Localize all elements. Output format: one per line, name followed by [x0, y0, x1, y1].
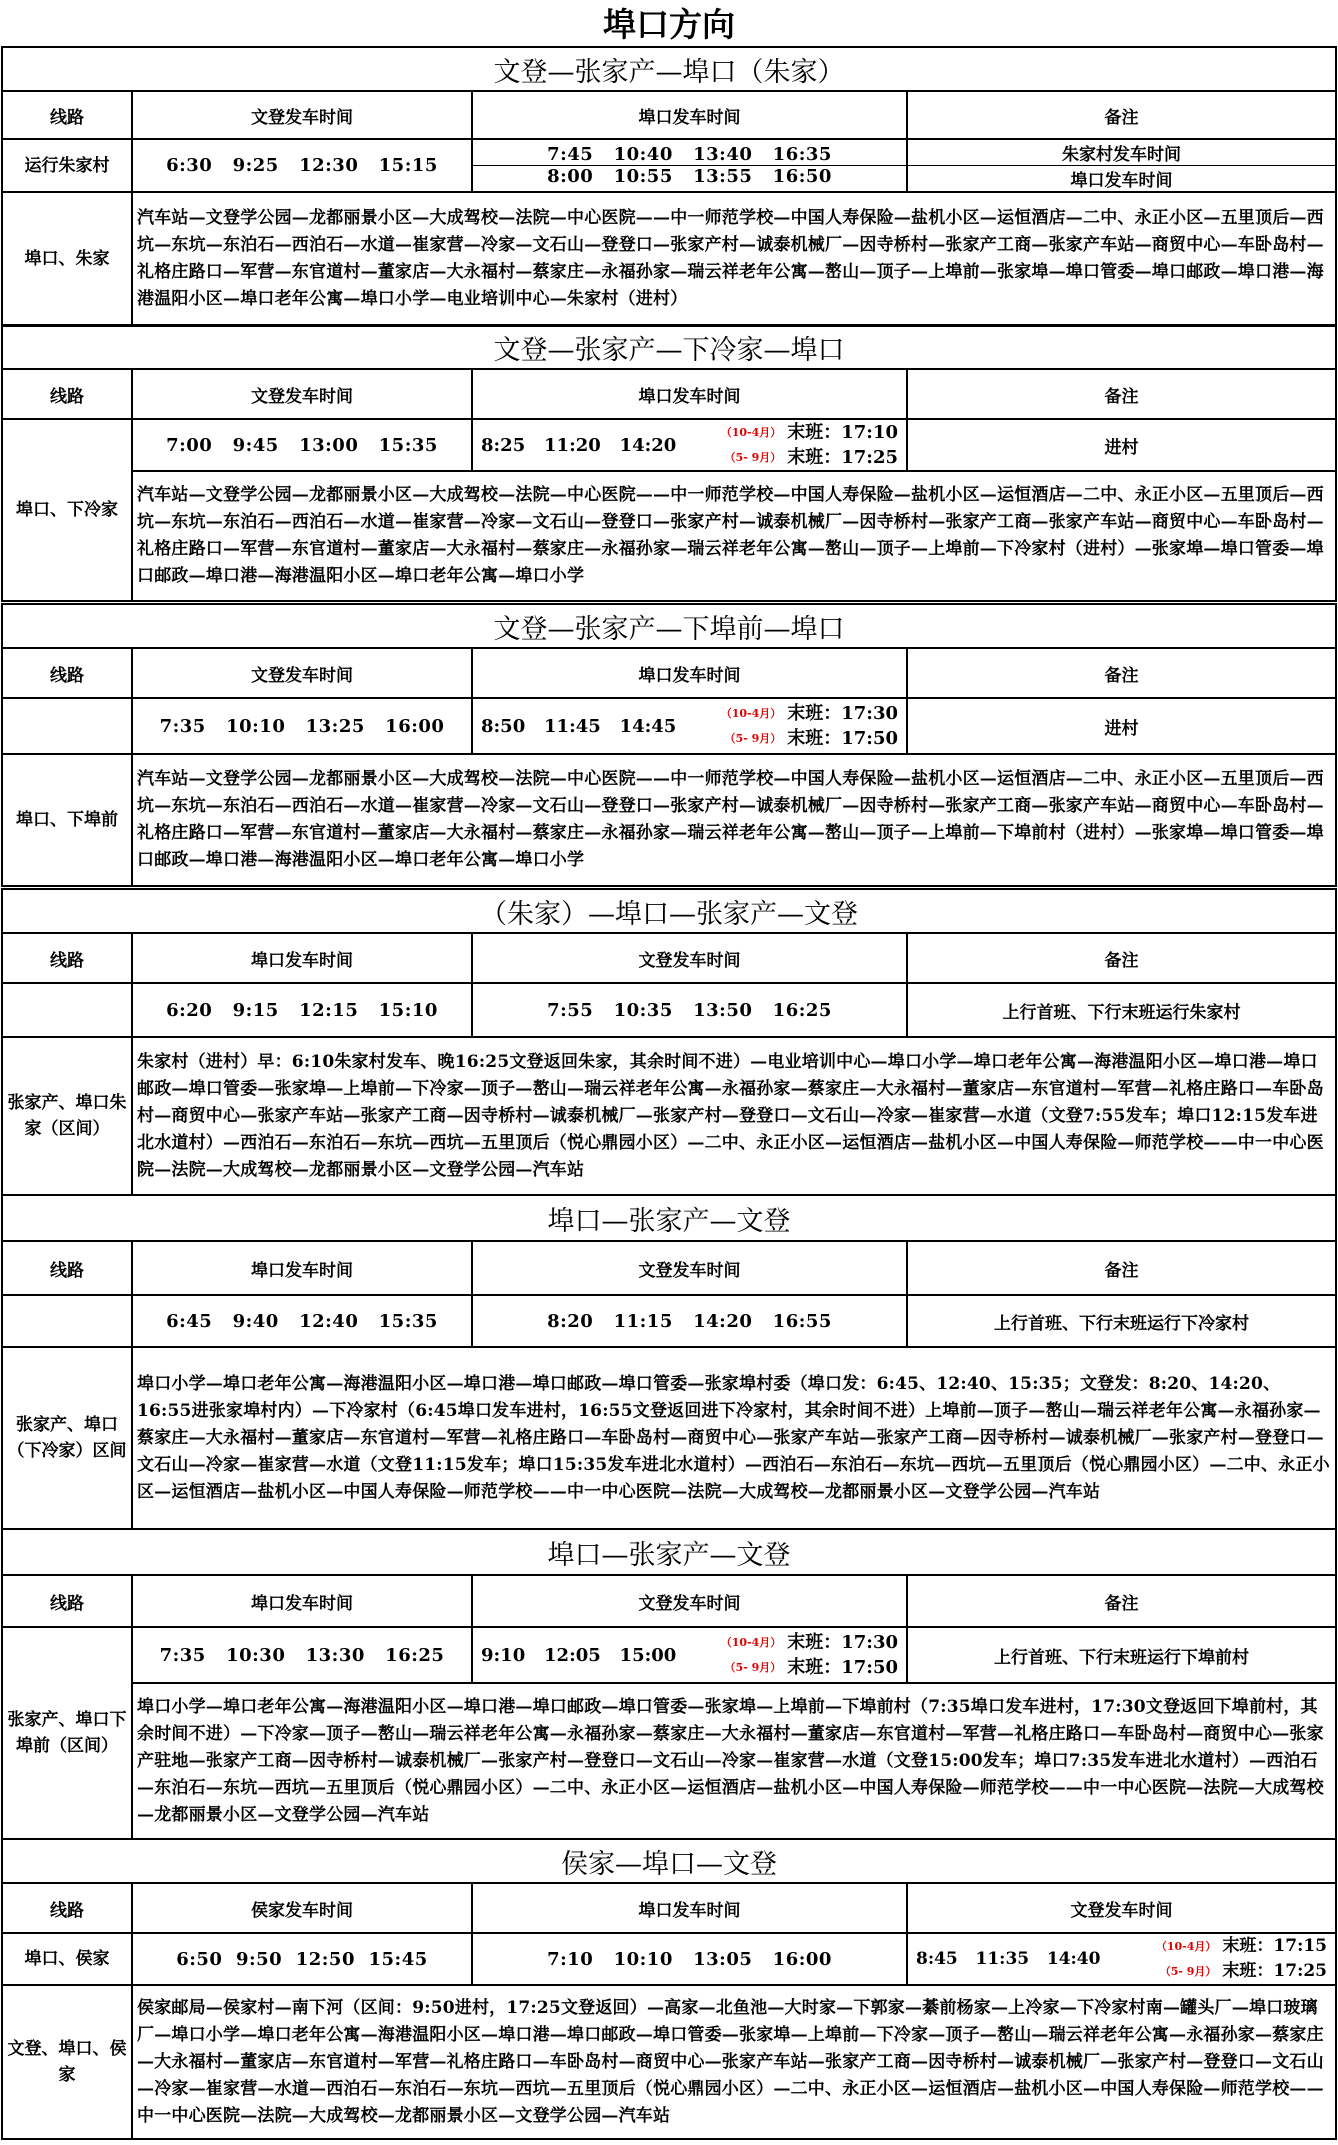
page-title: 埠口方向: [603, 5, 735, 44]
route-table-6: [1, 1528, 1337, 1840]
season-oct-apr: （10-4月）: [720, 426, 782, 439]
header-note: 备注: [907, 1241, 1336, 1295]
header-bukou-departure: 埠口发车时间: [132, 1575, 472, 1627]
empty-cell: [2, 1295, 132, 1347]
season-oct-apr: （10-4月）: [720, 1636, 782, 1649]
houjia-times: 6:50 9:50 12:50 15:45: [132, 1933, 472, 1985]
route-title: 文登—张家产—下冷家—埠口: [2, 325, 1336, 369]
header-bukou-departure: 埠口发车时间: [472, 369, 907, 419]
header-wendeng-departure: 文登发车时间: [907, 1883, 1336, 1933]
last-bus-2: 末班：17:50: [787, 728, 898, 749]
header-wendeng-departure: 文登发车时间: [472, 1241, 907, 1295]
stops-label: 文登、埠口、侯家: [2, 1985, 132, 2139]
stops-label: 张家产、埠口下埠前（区间）: [2, 1627, 132, 1839]
wendeng-times: 8:20 11:15 14:20 16:55: [472, 1295, 907, 1347]
route-table-2: [1, 324, 1337, 602]
last-bus-2: 末班：17:50: [787, 1657, 898, 1678]
season-may-sep: （5- 9月）: [724, 1661, 782, 1674]
season-may-sep: （5- 9月）: [724, 451, 782, 464]
last-bus-1: 末班：17:30: [787, 1632, 898, 1653]
route-table-1: [1, 46, 1337, 327]
season-oct-apr: （10-4月）: [1155, 1940, 1217, 1953]
route-table-3: [1, 603, 1337, 887]
header-note: 备注: [907, 933, 1336, 983]
route-title: 文登—张家产—下埠前—埠口: [2, 604, 1336, 648]
bukou-times: 7:35 10:30 13:30 16:25: [132, 1627, 472, 1683]
last-bus-1: 末班：17:10: [787, 422, 898, 443]
route-title: （朱家）—埠口—张家产—文登: [2, 889, 1336, 933]
route-table-4: [1, 888, 1337, 1196]
note: 进村: [907, 419, 1336, 471]
line-label: 埠口、侯家: [2, 1933, 132, 1985]
season-may-sep: （5- 9月）: [724, 732, 782, 745]
wendeng-times: 7:00 9:45 13:00 15:35: [132, 419, 472, 471]
stops-list: 朱家村（进村）早：6:10朱家村发车、晚16:25文登返回朱家，其余时间不进）—电业培训中心—埠口小学—埠口老年公寓—海港温阳小区—埠口港—埠口邮政—埠口管委—张家埠—上埠前—下冷家—顶子—嶅山—瑞云祥老年公寓—永福孙家—蔡家庄—大永福村—董家店—东官道村—军营—礼格庄路口—车卧岛村—商贸中心—张家产车站—张家产工商—因寺桥村—诚泰机械厂—张家产村—登登口—文石山—冷家—崔家营—水道（文登7:55发车；埠口12:15发车进北水道村）—西泊石—东泊石—东坑—西坑—五里顶后（悦心鼎园小区）—二中、永正小区—运恒酒店—盐机小区—中国人寿保险—师范学校——中一中心医院—法院—大成驾校—龙都丽景小区—文登学公园—汽车站: [132, 1037, 1336, 1195]
header-bukou-departure: 埠口发车时间: [472, 1883, 907, 1933]
header-bukou-departure: 埠口发车时间: [132, 933, 472, 983]
note-row-1: 朱家村发车时间: [1062, 145, 1181, 165]
header-line: 线路: [2, 933, 132, 983]
stops-list: 汽车站—文登学公园—龙都丽景小区—大成驾校—法院—中心医院——中一师范学校—中国人寿保险—盐机小区—运恒酒店—二中、永正小区—五里顶后—西坑—东坑—东泊石—西泊石—水道—崔家营—冷家—文石山—登登口—张家产村—诚泰机械厂—因寺桥村—张家产工商—张家产车站—商贸中心—车卧岛村—礼格庄路口—军营—东官道村—董家店—大永福村—蔡家庄—永福孙家—瑞云祥老年公寓—嶅山—顶子—上埠前—下冷家村（进村）—张家埠—埠口管委—埠口邮政—埠口港—海港温阳小区—埠口老年公寓—埠口小学: [132, 471, 1336, 601]
last-bus-1: 末班：17:15: [1222, 1936, 1327, 1956]
header-line: 线路: [2, 648, 132, 698]
header-line: 线路: [2, 1575, 132, 1627]
stops-label: 张家产、埠口朱家（区间）: [2, 1037, 132, 1195]
header-line: 线路: [2, 91, 132, 139]
route-table-7: [1, 1838, 1337, 2140]
header-bukou-departure: 埠口发车时间: [472, 91, 907, 139]
wendeng-times: 7:55 10:35 13:50 16:25: [472, 983, 907, 1037]
route-title: 埠口—张家产—文登: [2, 1529, 1336, 1575]
last-bus-1: 末班：17:30: [787, 703, 898, 724]
header-wendeng-departure: 文登发车时间: [132, 648, 472, 698]
note-row-2: 埠口发车时间: [908, 165, 1335, 191]
stops-label: 埠口、朱家: [2, 192, 132, 326]
header-wendeng-departure: 文登发车时间: [472, 933, 907, 983]
empty-cell: [2, 983, 132, 1037]
header-line: 线路: [2, 1883, 132, 1933]
header-houjia-departure: 侯家发车时间: [132, 1883, 472, 1933]
bukou-times: 6:45 9:40 12:40 15:35: [132, 1295, 472, 1347]
stops-label: 埠口、下冷家: [2, 419, 132, 601]
bukou-times: 6:20 9:15 12:15 15:10: [132, 983, 472, 1037]
stops-list: 汽车站—文登学公园—龙都丽景小区—大成驾校—法院—中心医院——中一师范学校—中国人寿保险—盐机小区—运恒酒店—二中、永正小区—五里顶后—西坑—东坑—东泊石—西泊石—水道—崔家营—冷家—文石山—登登口—张家产村—诚泰机械厂—因寺桥村—张家产工商—张家产车站—商贸中心—车卧岛村—礼格庄路口—军营—东官道村—董家店—大永福村—蔡家庄—永福孙家—瑞云祥老年公寓—嶅山—顶子—上埠前—下埠前村（进村）—张家埠—埠口管委—埠口邮政—埠口港—海港温阳小区—埠口老年公寓—埠口小学: [132, 754, 1336, 886]
header-line: 线路: [2, 1241, 132, 1295]
header-wendeng-departure: 文登发车时间: [472, 1575, 907, 1627]
empty-cell: [2, 698, 132, 754]
stops-list: 埠口小学—埠口老年公寓—海港温阳小区—埠口港—埠口邮政—埠口管委—张家埠村委（埠口发：6:45、12:40、15:35；文登发：8:20、14:20、16:55进张家埠村内）—下冷家村（6:45埠口发车进村，16:55文登返回进下冷家村，其余时间不进）上埠前—顶子—嶅山—瑞云祥老年公寓—永福孙家—蔡家庄—大永福村—董家店—东官道村—军营—礼格庄路口—车卧岛村—商贸中心—张家产车站—张家产工商—因寺桥村—诚泰机械厂—张家产村—登登口—文石山—冷家—崔家营—水道（文登11:15发车；埠口15:35发车进北水道村）—西泊石—东泊石—东坑—西坑—五里顶后（悦心鼎园小区）—二中、永正小区—运恒酒店—盐机小区—中国人寿保险—师范学校——中一中心医院—法院—大成驾校—龙都丽景小区—文登学公园—汽车站: [132, 1347, 1336, 1529]
bukou-times: 8:25 11:20 14:20: [481, 434, 677, 456]
wendeng-times: 7:35 10:10 13:25 16:00: [132, 698, 472, 754]
note: 上行首班、下行末班运行朱家村: [907, 983, 1336, 1037]
header-note: 备注: [907, 369, 1336, 419]
wendeng-times: 6:30 9:25 12:30 15:15: [132, 139, 472, 192]
bukou-times-row-1: 7:45 10:40 13:40 16:35: [547, 144, 832, 165]
note: 上行首班、下行末班运行下埠前村: [907, 1627, 1336, 1683]
stops-list: 汽车站—文登学公园—龙都丽景小区—大成驾校—法院—中心医院——中一师范学校—中国人寿保险—盐机小区—运恒酒店—二中、永正小区—五里顶后—西坑—东坑—东泊石—西泊石—水道—崔家营—冷家—文石山—登登口—张家产村—诚泰机械厂—因寺桥村—张家产工商—张家产车站—商贸中心—车卧岛村—礼格庄路口—军营—东官道村—董家店—大永福村—蔡家庄—永福孙家—瑞云祥老年公寓—嶅山—顶子—上埠前—张家埠—埠口管委—埠口邮政—埠口港—海港温阳小区—埠口老年公寓—埠口小学—电业培训中心—朱家村（进村）: [132, 192, 1336, 326]
stops-label: 张家产、埠口（下冷家）区间: [2, 1347, 132, 1529]
route-title: 埠口—张家产—文登: [2, 1195, 1336, 1241]
route-title: 文登—张家产—埠口（朱家）: [2, 47, 1336, 91]
note: 上行首班、下行末班运行下冷家村: [907, 1295, 1336, 1347]
note: 进村: [907, 698, 1336, 754]
header-note: 备注: [907, 1575, 1336, 1627]
season-oct-apr: （10-4月）: [720, 707, 782, 720]
header-line: 线路: [2, 369, 132, 419]
header-bukou-departure: 埠口发车时间: [132, 1241, 472, 1295]
stops-list: 埠口小学—埠口老年公寓—海港温阳小区—埠口港—埠口邮政—埠口管委—张家埠—上埠前—下埠前村（7:35埠口发车进村，17:30文登返回下埠前村，其余时间不进）—下冷家—顶子—嶅山—瑞云祥老年公寓—永福孙家—蔡家庄—大永福村—董家店—东官道村—军营—礼格庄路口—车卧岛村—商贸中心—张家产驻地—张家产工商—因寺桥村—诚泰机械厂—张家产村—登登口—文石山—冷家—崔家营—水道（文登15:00发车；埠口7:35发车进北水道村）—西泊石—东泊石—东坑—西坑—五里顶后（悦心鼎园小区）—二中、永正小区—运恒酒店—盐机小区—中国人寿保险—师范学校——中一中心医院—法院—大成驾校—龙都丽景小区—文登学公园—汽车站: [132, 1683, 1336, 1839]
last-bus-2: 末班：17:25: [1222, 1961, 1327, 1981]
header-bukou-departure: 埠口发车时间: [472, 648, 907, 698]
header-note: 备注: [907, 91, 1336, 139]
season-may-sep: （5- 9月）: [1159, 1965, 1217, 1978]
bukou-times: 7:10 10:10 13:05 16:00: [472, 1933, 907, 1985]
line-label: 运行朱家村: [2, 139, 132, 192]
wendeng-times: 9:10 12:05 15:00: [481, 1644, 677, 1666]
wendeng-times: 8:45 11:35 14:40: [916, 1949, 1101, 1969]
stops-label: 埠口、下埠前: [2, 754, 132, 886]
stops-list: 侯家邮局—侯家村—南下河（区间：9:50进村，17:25文登返回）—高家—北鱼池—大时家—下郭家—綦前杨家—上冷家—下冷家村南—罐头厂—埠口玻璃厂—埠口小学—埠口老年公寓—海港温阳小区—埠口港—埠口邮政—埠口管委—张家埠—上埠前—下冷家—顶子—嶅山—瑞云祥老年公寓—永福孙家—蔡家庄—大永福村—董家店—东官道村—军营—礼格庄路口—车卧岛村—商贸中心—张家产车站—张家产工商—因寺桥村—诚泰机械厂—张家产村—登登口—文石山—冷家—崔家营—水道—西泊石—东泊石—东坑—西坑—五里顶后（悦心鼎园小区）—二中、永正小区—运恒酒店—盐机小区—中国人寿保险—师范学校——中一中心医院—法院—大成驾校—龙都丽景小区—文登学公园—汽车站: [132, 1985, 1336, 2139]
last-bus-2: 末班：17:25: [787, 447, 898, 468]
route-table-5: [1, 1194, 1337, 1530]
bukou-times-row-2: 8:00 10:55 13:55 16:50: [473, 165, 906, 187]
header-note: 备注: [907, 648, 1336, 698]
header-wendeng-departure: 文登发车时间: [132, 369, 472, 419]
header-wendeng-departure: 文登发车时间: [132, 91, 472, 139]
bukou-times: 8:50 11:45 14:45: [481, 715, 677, 737]
route-title: 侯家—埠口—文登: [2, 1839, 1336, 1883]
